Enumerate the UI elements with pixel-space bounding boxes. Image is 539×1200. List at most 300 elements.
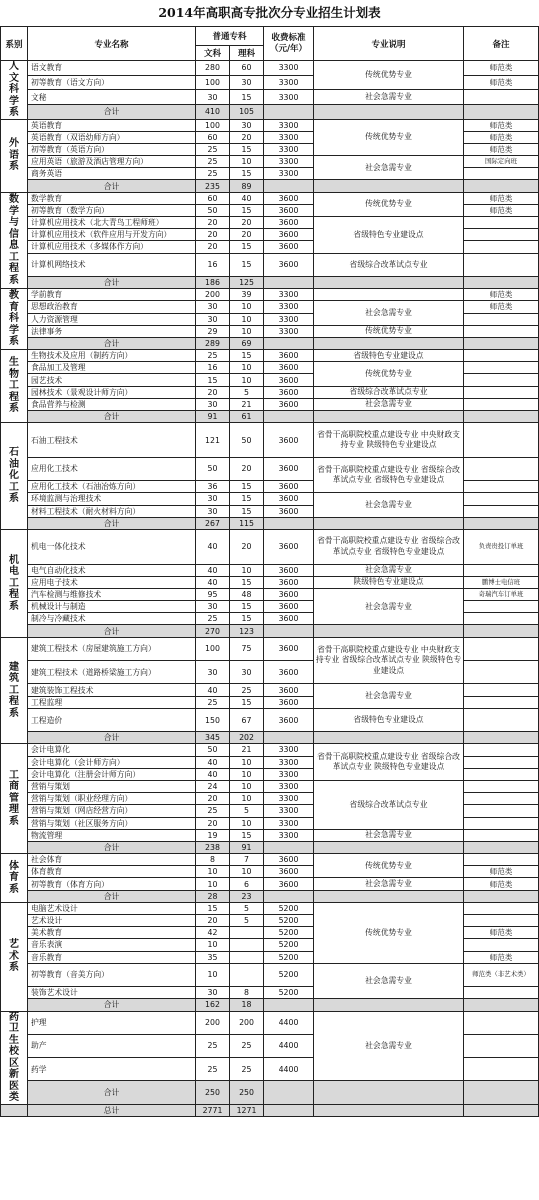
- major-note: 传统优势专业: [314, 192, 464, 216]
- remark-cell: [464, 601, 539, 613]
- wen-count: 30: [196, 987, 230, 999]
- wen-count: 40: [196, 529, 230, 564]
- remark-cell: 国际定向班: [464, 156, 539, 168]
- remark-cell: 师范类: [464, 192, 539, 204]
- remark-cell: [464, 493, 539, 505]
- major-note: 传统优势专业: [314, 362, 464, 386]
- wen-count: 200: [196, 1011, 230, 1034]
- li-count: 20: [230, 131, 264, 143]
- fee-value: 4400: [264, 1011, 314, 1034]
- table-row: [1, 529, 539, 564]
- subtotal-empty: [464, 732, 539, 744]
- remark-cell: [464, 423, 539, 458]
- remark-cell: [464, 253, 539, 276]
- major-note: 社会急需专业: [314, 963, 464, 999]
- major-note: 省骨干高职院校重点建设专业 中央财政支持专业 陕级特色专业建设点: [314, 423, 464, 458]
- major-name: 营销与策划（社区服务方向）: [28, 817, 196, 829]
- subtotal-empty: [314, 1081, 464, 1104]
- major-name: 建筑工程技术（道路桥梁施工方向）: [28, 661, 196, 684]
- major-name: 社会体育: [28, 854, 196, 866]
- major-name: 艺术设计: [28, 915, 196, 927]
- enrollment-plan-table: [0, 26, 539, 1117]
- table-row: [1, 457, 539, 480]
- subtotal-empty: [264, 517, 314, 529]
- fee-value: 3600: [264, 350, 314, 362]
- wen-count: 25: [196, 613, 230, 625]
- dept-name: [1, 61, 28, 120]
- subtotal-wen: 235: [196, 180, 230, 192]
- dept-name-text: 工商管理系: [9, 769, 19, 827]
- major-name: 法律事务: [28, 325, 196, 337]
- wen-count: 25: [196, 805, 230, 817]
- major-name: 音乐教育: [28, 951, 196, 963]
- table-row: [1, 564, 539, 576]
- remark-cell: 师范类（非艺术类）: [464, 963, 539, 986]
- fee-value: 3600: [264, 696, 314, 708]
- major-name: 英语教育（双语幼师方向）: [28, 131, 196, 143]
- subtotal-empty: [264, 337, 314, 349]
- dept-name: [1, 119, 28, 192]
- dept-name-text: 艺术系: [9, 939, 19, 974]
- fee-value: 5200: [264, 902, 314, 914]
- wen-count: 20: [196, 217, 230, 229]
- subtotal-li: 91: [230, 841, 264, 853]
- li-count: 30: [230, 119, 264, 131]
- fee-value: 3600: [264, 529, 314, 564]
- fee-value: 3600: [264, 457, 314, 480]
- wen-count: 25: [196, 350, 230, 362]
- wen-count: 10: [196, 866, 230, 878]
- major-name: 计算机应用技术（多媒体作方向）: [28, 241, 196, 253]
- wen-count: 20: [196, 386, 230, 398]
- fee-value: 3600: [264, 423, 314, 458]
- remark-cell: 师范类: [464, 131, 539, 143]
- major-name: 营销与策划（网店经营方向）: [28, 805, 196, 817]
- li-count: 30: [230, 661, 264, 684]
- major-name: 会计电算化: [28, 744, 196, 756]
- subtotal-empty: [314, 104, 464, 119]
- wen-count: 25: [196, 143, 230, 155]
- dept-name-text: 石油化工系: [9, 447, 19, 505]
- subtotal-wen: 270: [196, 625, 230, 637]
- table-row: [1, 493, 539, 505]
- subtotal-empty: [264, 841, 314, 853]
- remark-cell: 师范类: [464, 951, 539, 963]
- fee-value: 5200: [264, 915, 314, 927]
- grand-total-label: 总计: [28, 1104, 196, 1116]
- wen-count: 40: [196, 684, 230, 696]
- subtotal-empty: [314, 841, 464, 853]
- wen-count: 40: [196, 576, 230, 588]
- dept-name-text: 外语系: [9, 138, 19, 173]
- subtotal-li: 123: [230, 625, 264, 637]
- table-row: [1, 90, 539, 105]
- remark-cell: 师范类: [464, 204, 539, 216]
- fee-value: 3600: [264, 398, 314, 410]
- li-count: 10: [230, 325, 264, 337]
- fee-value: 3600: [264, 493, 314, 505]
- remark-cell: 师范类: [464, 61, 539, 76]
- wen-count: 30: [196, 313, 230, 325]
- subtotal-empty: [464, 890, 539, 902]
- major-name: 应用电子技术: [28, 576, 196, 588]
- fee-value: 3300: [264, 313, 314, 325]
- table-row: [1, 61, 539, 76]
- remark-cell: [464, 457, 539, 480]
- remark-cell: [464, 987, 539, 999]
- table-row: [1, 854, 539, 866]
- remark-cell: 师范类: [464, 878, 539, 890]
- dept-name: [1, 637, 28, 744]
- subtotal-empty: [314, 999, 464, 1011]
- subtotal-empty: [464, 841, 539, 853]
- subtotal-empty: [464, 180, 539, 192]
- table-row: [1, 829, 539, 841]
- major-note: 社会急需专业: [314, 588, 464, 625]
- major-name: 机械设计与制造: [28, 601, 196, 613]
- subtotal-empty: [464, 517, 539, 529]
- major-note: 省骨干高职院校重点建设专业 省级综合改革试点专业 省级特色专业建设点: [314, 529, 464, 564]
- li-count: 10: [230, 768, 264, 780]
- remark-cell: [464, 386, 539, 398]
- subtotal-empty: [314, 517, 464, 529]
- table-row: [1, 708, 539, 731]
- li-count: 15: [230, 90, 264, 105]
- wen-count: 100: [196, 119, 230, 131]
- remark-cell: [464, 350, 539, 362]
- subtotal-label: 合计: [28, 890, 196, 902]
- major-note: 传统优势专业: [314, 854, 464, 878]
- fee-value: 3600: [264, 217, 314, 229]
- table-body: [1, 61, 539, 1117]
- table-row: [1, 588, 539, 600]
- grand-total-li: 1271: [230, 1104, 264, 1116]
- table-row: [1, 301, 539, 313]
- remark-cell: [464, 229, 539, 241]
- wen-count: 36: [196, 481, 230, 493]
- major-note: 省级特色专业建设点: [314, 217, 464, 254]
- major-name: 商务英语: [28, 168, 196, 180]
- li-count: [230, 927, 264, 939]
- table-row: [1, 362, 539, 374]
- wen-count: 29: [196, 325, 230, 337]
- subtotal-label: 合计: [28, 411, 196, 423]
- li-count: 25: [230, 1034, 264, 1057]
- grand-total-empty: [1, 1104, 28, 1116]
- subtotal-empty: [464, 337, 539, 349]
- li-count: 10: [230, 756, 264, 768]
- li-count: 15: [230, 481, 264, 493]
- table-row: [1, 325, 539, 337]
- subtotal-empty: [314, 337, 464, 349]
- major-name: 英语教育: [28, 119, 196, 131]
- subtotal-empty: [264, 104, 314, 119]
- wen-count: 50: [196, 744, 230, 756]
- remark-cell: [464, 684, 539, 696]
- subtotal-label: 合计: [28, 999, 196, 1011]
- major-note: 社会急需专业: [314, 1011, 464, 1081]
- major-name: 助产: [28, 1034, 196, 1057]
- wen-count: 30: [196, 301, 230, 313]
- li-count: 15: [230, 613, 264, 625]
- remark-cell: [464, 744, 539, 756]
- table-row: [1, 289, 539, 301]
- subtotal-empty: [314, 732, 464, 744]
- header-dept: 系别: [1, 27, 28, 61]
- subtotal-li: 69: [230, 337, 264, 349]
- wen-count: 25: [196, 168, 230, 180]
- remark-cell: [464, 780, 539, 792]
- major-name: 人力资源管理: [28, 313, 196, 325]
- grand-total-empty: [264, 1104, 314, 1116]
- major-name: 工程造价: [28, 708, 196, 731]
- major-note: 社会急需专业: [314, 684, 464, 708]
- remark-cell: [464, 325, 539, 337]
- wen-count: 20: [196, 915, 230, 927]
- dept-name: [1, 192, 28, 289]
- remark-cell: 师范类: [464, 927, 539, 939]
- wen-count: 10: [196, 878, 230, 890]
- dept-name: [1, 902, 28, 1011]
- wen-count: 20: [196, 793, 230, 805]
- table-row: [1, 744, 539, 756]
- major-name: 语文教育: [28, 61, 196, 76]
- dept-name-text: 数学与信息工程系: [9, 194, 19, 286]
- fee-value: 3300: [264, 61, 314, 76]
- fee-value: 3300: [264, 119, 314, 131]
- fee-value: 3600: [264, 241, 314, 253]
- dept-name-text: 体育系: [9, 860, 19, 895]
- wen-count: 10: [196, 963, 230, 986]
- fee-value: 3600: [264, 229, 314, 241]
- subtotal-empty: [264, 999, 314, 1011]
- fee-value: 3300: [264, 90, 314, 105]
- remark-cell: [464, 1034, 539, 1057]
- li-count: 10: [230, 374, 264, 386]
- major-name: 建筑工程技术（房屋建筑施工方向）: [28, 637, 196, 660]
- remark-cell: [464, 854, 539, 866]
- li-count: 15: [230, 241, 264, 253]
- wen-count: 25: [196, 1058, 230, 1081]
- major-name: 食品加工及管理: [28, 362, 196, 374]
- dept-name-text: 生物工程系: [9, 357, 19, 415]
- fee-value: 3600: [264, 576, 314, 588]
- dept-name: [1, 350, 28, 423]
- major-name: 物流管理: [28, 829, 196, 841]
- page-title: 2014年高职高专批次分专业招生计划表: [158, 5, 381, 20]
- subtotal-empty: [464, 1081, 539, 1104]
- major-name: 营销与策划: [28, 780, 196, 792]
- fee-value: 3300: [264, 829, 314, 841]
- wen-count: 30: [196, 398, 230, 410]
- wen-count: 16: [196, 253, 230, 276]
- li-count: 25: [230, 684, 264, 696]
- li-count: 67: [230, 708, 264, 731]
- subtotal-empty: [264, 625, 314, 637]
- subtotal-row: [1, 276, 539, 288]
- remark-cell: 师范类: [464, 866, 539, 878]
- subtotal-wen: 289: [196, 337, 230, 349]
- fee-value: 3600: [264, 878, 314, 890]
- major-name: 计算机应用技术（北大青鸟工程师班）: [28, 217, 196, 229]
- remark-cell: 师范类: [464, 119, 539, 131]
- li-count: 10: [230, 866, 264, 878]
- major-name: 初等教育（数学方向）: [28, 204, 196, 216]
- subtotal-wen: 162: [196, 999, 230, 1011]
- subtotal-wen: 267: [196, 517, 230, 529]
- li-count: 5: [230, 805, 264, 817]
- subtotal-label: 合计: [28, 337, 196, 349]
- major-name: 食品营养与检测: [28, 398, 196, 410]
- fee-value: 3600: [264, 588, 314, 600]
- fee-value: 3600: [264, 601, 314, 613]
- major-note: 陕级特色专业建设点: [314, 576, 464, 588]
- wen-count: 19: [196, 829, 230, 841]
- wen-count: 15: [196, 902, 230, 914]
- fee-value: 3300: [264, 156, 314, 168]
- wen-count: 60: [196, 131, 230, 143]
- li-count: 75: [230, 637, 264, 660]
- remark-cell: 奇瑞汽车订单班: [464, 588, 539, 600]
- wen-count: 121: [196, 423, 230, 458]
- grand-total-empty: [464, 1104, 539, 1116]
- fee-value: 3300: [264, 756, 314, 768]
- major-note: 传统优势专业: [314, 325, 464, 337]
- wen-count: 25: [196, 696, 230, 708]
- subtotal-label: 合计: [28, 625, 196, 637]
- li-count: 15: [230, 493, 264, 505]
- li-count: 200: [230, 1011, 264, 1034]
- fee-value: 5200: [264, 987, 314, 999]
- major-name: 工程监理: [28, 696, 196, 708]
- li-count: 10: [230, 362, 264, 374]
- subtotal-li: 125: [230, 276, 264, 288]
- major-name: 初等教育（音美方向）: [28, 963, 196, 986]
- major-name: 汽车检测与维修技术: [28, 588, 196, 600]
- major-name: 装饰艺术设计: [28, 987, 196, 999]
- table-row: [1, 963, 539, 986]
- li-count: 15: [230, 696, 264, 708]
- li-count: 7: [230, 854, 264, 866]
- li-count: 39: [230, 289, 264, 301]
- subtotal-empty: [264, 1081, 314, 1104]
- major-note: 社会急需专业: [314, 878, 464, 890]
- subtotal-li: 250: [230, 1081, 264, 1104]
- remark-cell: [464, 564, 539, 576]
- remark-cell: [464, 1011, 539, 1034]
- header-wen: 文科: [196, 46, 230, 61]
- major-name: 环境监测与治理技术: [28, 493, 196, 505]
- subtotal-row: [1, 732, 539, 744]
- header-major: 专业名称: [28, 27, 196, 61]
- remark-cell: [464, 696, 539, 708]
- major-name: 计算机应用技术（软件应用与开发方向）: [28, 229, 196, 241]
- fee-value: 3600: [264, 386, 314, 398]
- major-note: 社会急需专业: [314, 829, 464, 841]
- remark-cell: [464, 817, 539, 829]
- major-name: 初等教育（语文方向）: [28, 75, 196, 90]
- remark-cell: [464, 939, 539, 951]
- major-note: 社会急需专业: [314, 301, 464, 325]
- remark-cell: [464, 241, 539, 253]
- wen-count: 8: [196, 854, 230, 866]
- major-name: 数学教育: [28, 192, 196, 204]
- table-row: [1, 386, 539, 398]
- dept-name-text: 药卫生校区新医类: [9, 1011, 19, 1104]
- major-name: 思想政治教育: [28, 301, 196, 313]
- table-row: [1, 253, 539, 276]
- remark-cell: [464, 768, 539, 780]
- subtotal-empty: [264, 180, 314, 192]
- li-count: 10: [230, 817, 264, 829]
- li-count: 21: [230, 744, 264, 756]
- major-name: 音乐表演: [28, 939, 196, 951]
- major-name: 应用化工技术（石油冶炼方向）: [28, 481, 196, 493]
- remark-cell: [464, 374, 539, 386]
- wen-count: 30: [196, 493, 230, 505]
- subtotal-empty: [464, 411, 539, 423]
- subtotal-wen: 345: [196, 732, 230, 744]
- dept-name-text: 教育科学系: [9, 290, 19, 348]
- major-name: 应用化工技术: [28, 457, 196, 480]
- header-fee: 收费标准（元/年）: [264, 27, 314, 61]
- major-note: 省骨干高职院校重点建设专业 省级综合改革试点专业 陕级特色专业建设点: [314, 744, 464, 781]
- fee-value: 3600: [264, 637, 314, 660]
- subtotal-label: 合计: [28, 841, 196, 853]
- remark-cell: [464, 661, 539, 684]
- major-name: 机电一体化技术: [28, 529, 196, 564]
- fee-value: 3300: [264, 289, 314, 301]
- subtotal-li: 18: [230, 999, 264, 1011]
- subtotal-wen: 186: [196, 276, 230, 288]
- major-name: 园林技术（景观设计师方向）: [28, 386, 196, 398]
- grand-total-wen: 2771: [196, 1104, 230, 1116]
- subtotal-row: [1, 1081, 539, 1104]
- wen-count: 95: [196, 588, 230, 600]
- li-count: 20: [230, 529, 264, 564]
- major-note: 省级综合改革试点专业: [314, 253, 464, 276]
- remark-cell: 师范类: [464, 75, 539, 90]
- wen-count: 30: [196, 505, 230, 517]
- subtotal-row: [1, 180, 539, 192]
- wen-count: 40: [196, 768, 230, 780]
- wen-count: 50: [196, 457, 230, 480]
- subtotal-empty: [264, 890, 314, 902]
- dept-name: [1, 423, 28, 530]
- li-count: 25: [230, 1058, 264, 1081]
- subtotal-wen: 238: [196, 841, 230, 853]
- fee-value: 5200: [264, 939, 314, 951]
- dept-name: [1, 854, 28, 903]
- major-name: 文秘: [28, 90, 196, 105]
- wen-count: 30: [196, 661, 230, 684]
- wen-count: 16: [196, 362, 230, 374]
- table-row: [1, 119, 539, 131]
- fee-value: 3600: [264, 866, 314, 878]
- wen-count: 20: [196, 241, 230, 253]
- major-note: 省级综合改革试点专业: [314, 386, 464, 398]
- subtotal-row: [1, 999, 539, 1011]
- major-name: 营销与策划（职业经理方向）: [28, 793, 196, 805]
- major-name: 体育教育: [28, 866, 196, 878]
- dept-name: [1, 744, 28, 854]
- fee-value: 4400: [264, 1058, 314, 1081]
- major-name: 初等教育（体育方向）: [28, 878, 196, 890]
- fee-value: 3300: [264, 75, 314, 90]
- li-count: 5: [230, 902, 264, 914]
- subtotal-row: [1, 104, 539, 119]
- table-row: [1, 217, 539, 229]
